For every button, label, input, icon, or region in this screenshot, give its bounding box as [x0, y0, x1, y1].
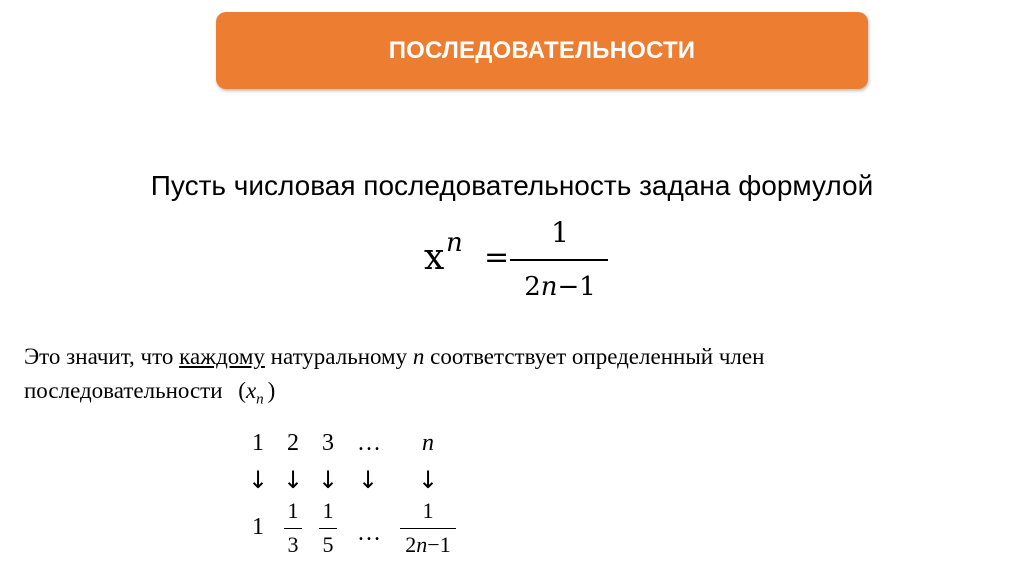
arrow-down-icon: ↓: [247, 466, 269, 494]
para-seq-sub: n: [256, 391, 264, 408]
seq-frac1-num: 1: [287, 498, 299, 523]
seq-fracn-den-suffix: −1: [427, 532, 451, 557]
seq-frac2-num: 1: [322, 498, 334, 523]
seq-fracn-den: [396, 532, 460, 558]
arrow-down-icon: ↓: [317, 466, 339, 494]
para-part2: натуральному: [264, 344, 413, 369]
para-var-n: n: [412, 344, 425, 369]
seq-fracn-den-prefix: 2: [405, 532, 417, 557]
arrow-down-icon: ↓: [282, 466, 304, 494]
para-seq-var: x: [245, 378, 257, 403]
formula-equals: =: [484, 240, 510, 275]
seq-frac2-den: 5: [322, 532, 334, 557]
formula-den-var: n: [540, 272, 558, 302]
seq-top-1: 1: [252, 430, 264, 456]
seq-top-n: n: [422, 430, 434, 456]
seq-frac1-den: 3: [287, 532, 299, 557]
para-underlined-word: каждому: [179, 344, 265, 369]
seq-fracn-num: 1: [422, 498, 434, 523]
para-paren-open: (: [238, 378, 246, 403]
para-line2: последовательности: [24, 378, 223, 403]
seq-fracn-den-var: n: [416, 532, 428, 557]
seq-top-ellipsis: …: [357, 430, 381, 456]
arrow-down-icon: ↓: [417, 466, 439, 494]
seq-frac2-bar: [319, 528, 337, 529]
seq-bottom-1: 1: [252, 514, 264, 540]
seq-top-3: 3: [322, 430, 334, 456]
formula-den-suffix: −1: [557, 272, 596, 302]
seq-fracn-bar: [400, 528, 456, 529]
para-part3: соответствует определенный член: [424, 344, 765, 369]
para-paren-close: ): [267, 378, 276, 403]
seq-top-2: 2: [287, 430, 299, 456]
formula-lhs-exponent: n: [446, 228, 463, 258]
formula-numerator: 1: [551, 216, 569, 249]
page-title: ПОСЛЕДОВАТЕЛЬНОСТИ: [388, 36, 696, 64]
arrow-down-icon: ↓: [357, 466, 379, 494]
formula-den-prefix: 2: [524, 272, 541, 302]
seq-frac1-bar: [284, 528, 302, 529]
para-part1: Это значит, что: [24, 344, 180, 369]
intro-text: Пусть числовая последовательность задана формулой: [150, 170, 874, 201]
seq-bottom-ellipsis: …: [357, 520, 381, 546]
formula-lhs-base: x: [424, 237, 445, 278]
